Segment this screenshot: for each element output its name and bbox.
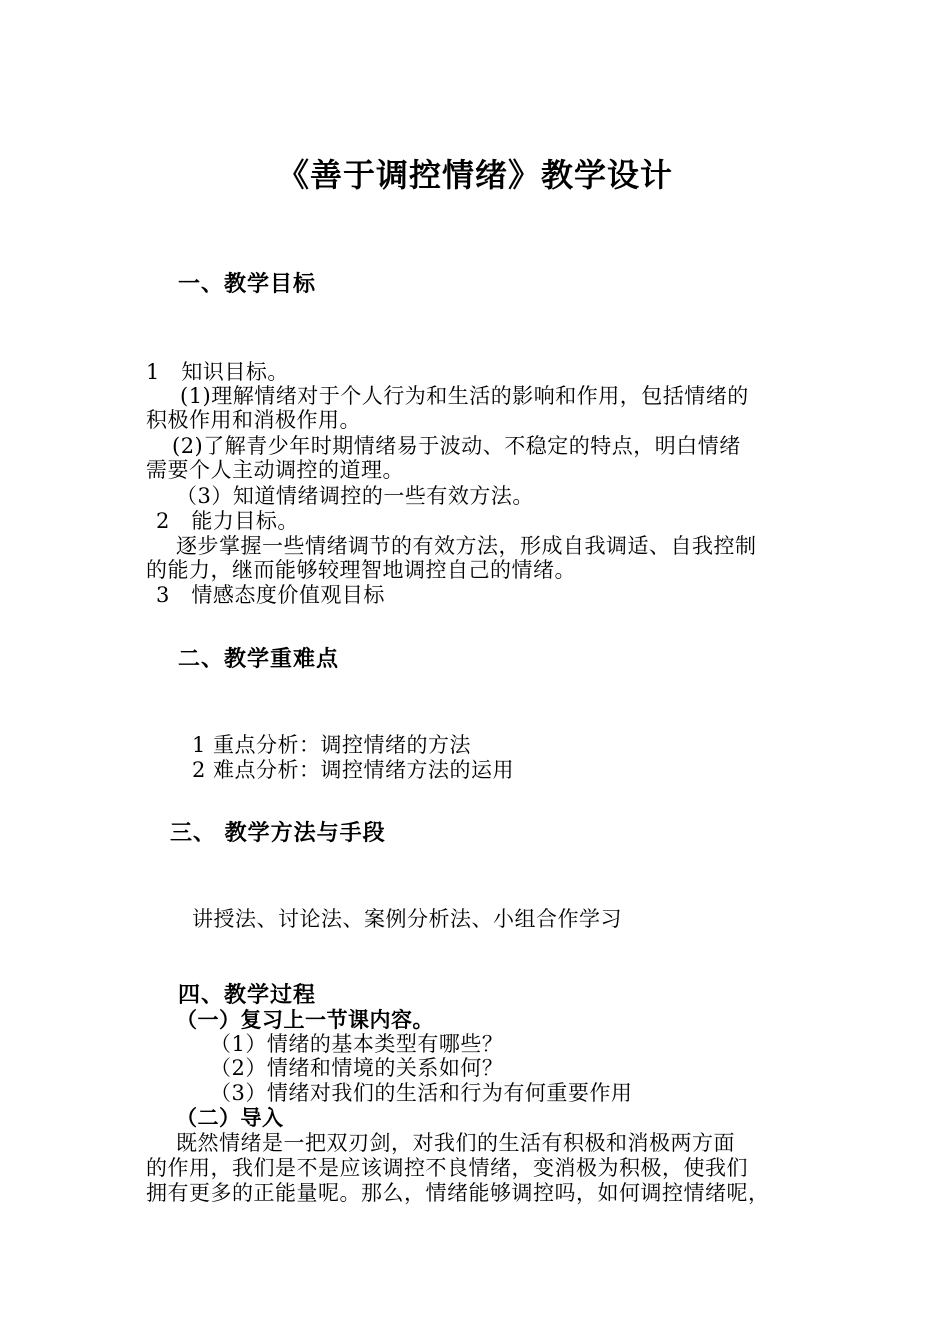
section-heading-process: 四、教学过程 bbox=[178, 983, 317, 1008]
text-line: 讲授法、讨论法、案例分析法、小组合作学习 bbox=[192, 907, 622, 931]
text-line: 需要个人主动调控的道理。 bbox=[146, 458, 404, 482]
text-line: (1)理解情绪对于个人行为和生活的影响和作用，包括情绪的 bbox=[180, 384, 749, 408]
question-item: （2）情绪和情境的关系如何？ bbox=[210, 1056, 504, 1080]
subheading-intro: （二）导入 bbox=[176, 1106, 284, 1130]
text-line: 逐步掌握一些情绪调节的有效方法，形成自我调适、自我控制 bbox=[176, 534, 757, 558]
text-line: 1 知识目标。 bbox=[146, 360, 289, 384]
text-line: 2 难点分析：调控情绪方法的运用 bbox=[192, 758, 515, 782]
paragraph-line: 拥有更多的正能量呢。那么，情绪能够调控吗，如何调控情绪呢， bbox=[146, 1181, 770, 1205]
question-item: （1）情绪的基本类型有哪些？ bbox=[210, 1032, 504, 1056]
subheading-review: （一）复习上一节课内容。 bbox=[176, 1008, 434, 1032]
text-line: 1 重点分析：调控情绪的方法 bbox=[192, 733, 472, 757]
text-line: 3 情感态度价值观目标 bbox=[156, 583, 385, 607]
section-heading-key-points: 二、教学重难点 bbox=[178, 647, 340, 672]
paragraph-line: 既然情绪是一把双刃剑，对我们的生活有积极和消极两方面 bbox=[176, 1131, 735, 1155]
text-line: （3）知道情绪调控的一些有效方法。 bbox=[176, 484, 534, 508]
section-heading-methods: 三、 教学方法与手段 bbox=[170, 821, 386, 846]
document-title: 《善于调控情绪》教学设计 bbox=[276, 156, 673, 194]
text-line: 的能力，继而能够较理智地调控自己的情绪。 bbox=[146, 558, 576, 582]
paragraph-line: 的作用，我们是不是应该调控不良情绪，变消极为积极，使我们 bbox=[146, 1156, 748, 1180]
text-line: 积极作用和消极作用。 bbox=[146, 408, 361, 432]
section-heading-teaching-goals: 一、教学目标 bbox=[178, 272, 317, 297]
text-line: (2)了解青少年时期情绪易于波动、不稳定的特点，明白情绪 bbox=[172, 434, 741, 458]
text-line: 2 能力目标。 bbox=[156, 509, 299, 533]
question-item: （3）情绪对我们的生活和行为有何重要作用 bbox=[210, 1081, 633, 1105]
